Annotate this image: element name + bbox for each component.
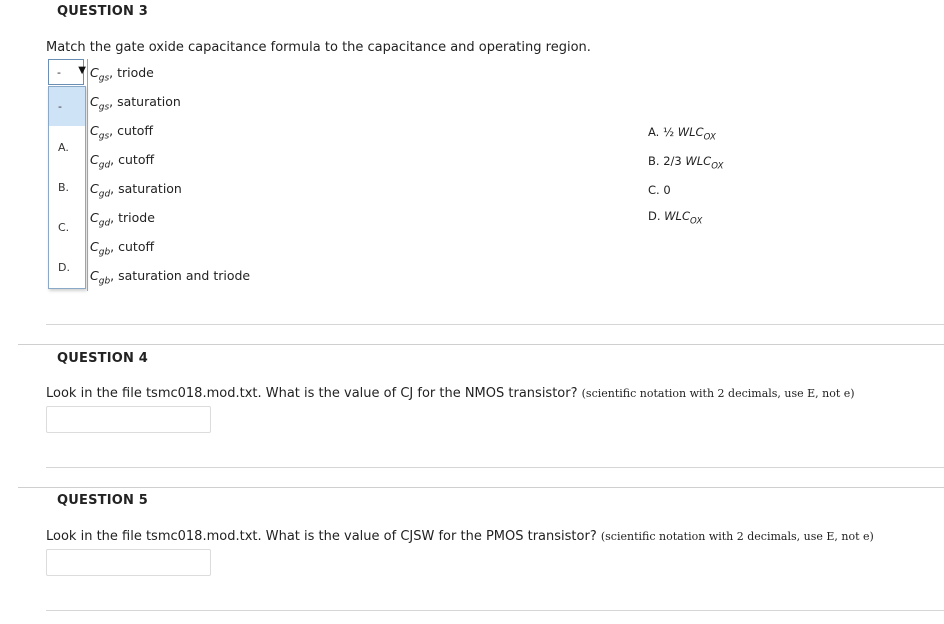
question-5-title: QUESTION 5 — [57, 493, 149, 508]
match-item-cgs-triode: $C_{gs}$, triode — [90, 65, 154, 84]
answer-b: B. 2/3 $WLC_{OX}$ — [648, 154, 724, 172]
match-item-cgs-cutoff: $C_{gs}$, cutoff — [90, 123, 154, 142]
question-4-bottom-divider — [46, 467, 944, 468]
match-item-cgs-saturation: $C_{gs}$, saturation — [90, 94, 181, 113]
question-5-answer-input[interactable] — [46, 549, 211, 576]
match-select-value: - — [57, 66, 61, 79]
question-5-hint: (scientific notation with 2 decimals, use E, not e) — [600, 530, 874, 543]
dropdown-option-c[interactable]: C. — [58, 221, 70, 234]
dropdown-divider — [87, 59, 88, 291]
match-select[interactable] — [48, 59, 84, 85]
answer-d: D. $WLC_{OX}$ — [648, 209, 703, 227]
question-4-title: QUESTION 4 — [57, 351, 149, 366]
dropdown-option-a[interactable]: A. — [58, 141, 69, 154]
answer-a: A. ½ $WLC_{OX}$ — [648, 125, 716, 143]
question-3-bottom-divider — [46, 324, 944, 325]
question-5-top-divider — [18, 487, 944, 488]
question-3-title: QUESTION 3 — [57, 4, 149, 19]
dropdown-option-blank[interactable]: - — [49, 87, 85, 126]
chevron-down-icon[interactable]: ▼ — [78, 65, 86, 76]
question-4-answer-input[interactable] — [46, 406, 211, 433]
match-dropdown-list[interactable] — [48, 86, 86, 289]
match-item-cgb-cutoff: $C_{gb}$, cutoff — [90, 239, 155, 258]
question-3-prompt: Match the gate oxide capacitance formula to the capacitance and operating region. — [46, 40, 591, 55]
question-4-hint: (scientific notation with 2 decimals, use E, not e) — [581, 387, 855, 400]
question-5-prompt: Look in the file tsmc018.mod.txt. What is the value of CJSW for the PMOS transistor? (scientific notation with 2 decimals, use E, not e) — [46, 529, 874, 544]
question-5-bottom-divider — [46, 610, 944, 611]
match-item-cgb-saturation-triode: $C_{gb}$, saturation and triode — [90, 268, 251, 287]
match-item-cgd-triode: $C_{gd}$, triode — [90, 210, 155, 229]
answer-c: C. 0 — [648, 183, 671, 197]
question-4-top-divider — [18, 344, 944, 345]
match-item-cgd-cutoff: $C_{gd}$, cutoff — [90, 152, 155, 171]
question-4-prompt: Look in the file tsmc018.mod.txt. What is the value of CJ for the NMOS transistor? (scientific notation with 2 decimals, use E, not e) — [46, 386, 855, 401]
match-item-cgd-saturation: $C_{gd}$, saturation — [90, 181, 182, 200]
dropdown-option-d[interactable]: D. — [58, 261, 70, 274]
dropdown-option-b[interactable]: B. — [58, 181, 70, 194]
